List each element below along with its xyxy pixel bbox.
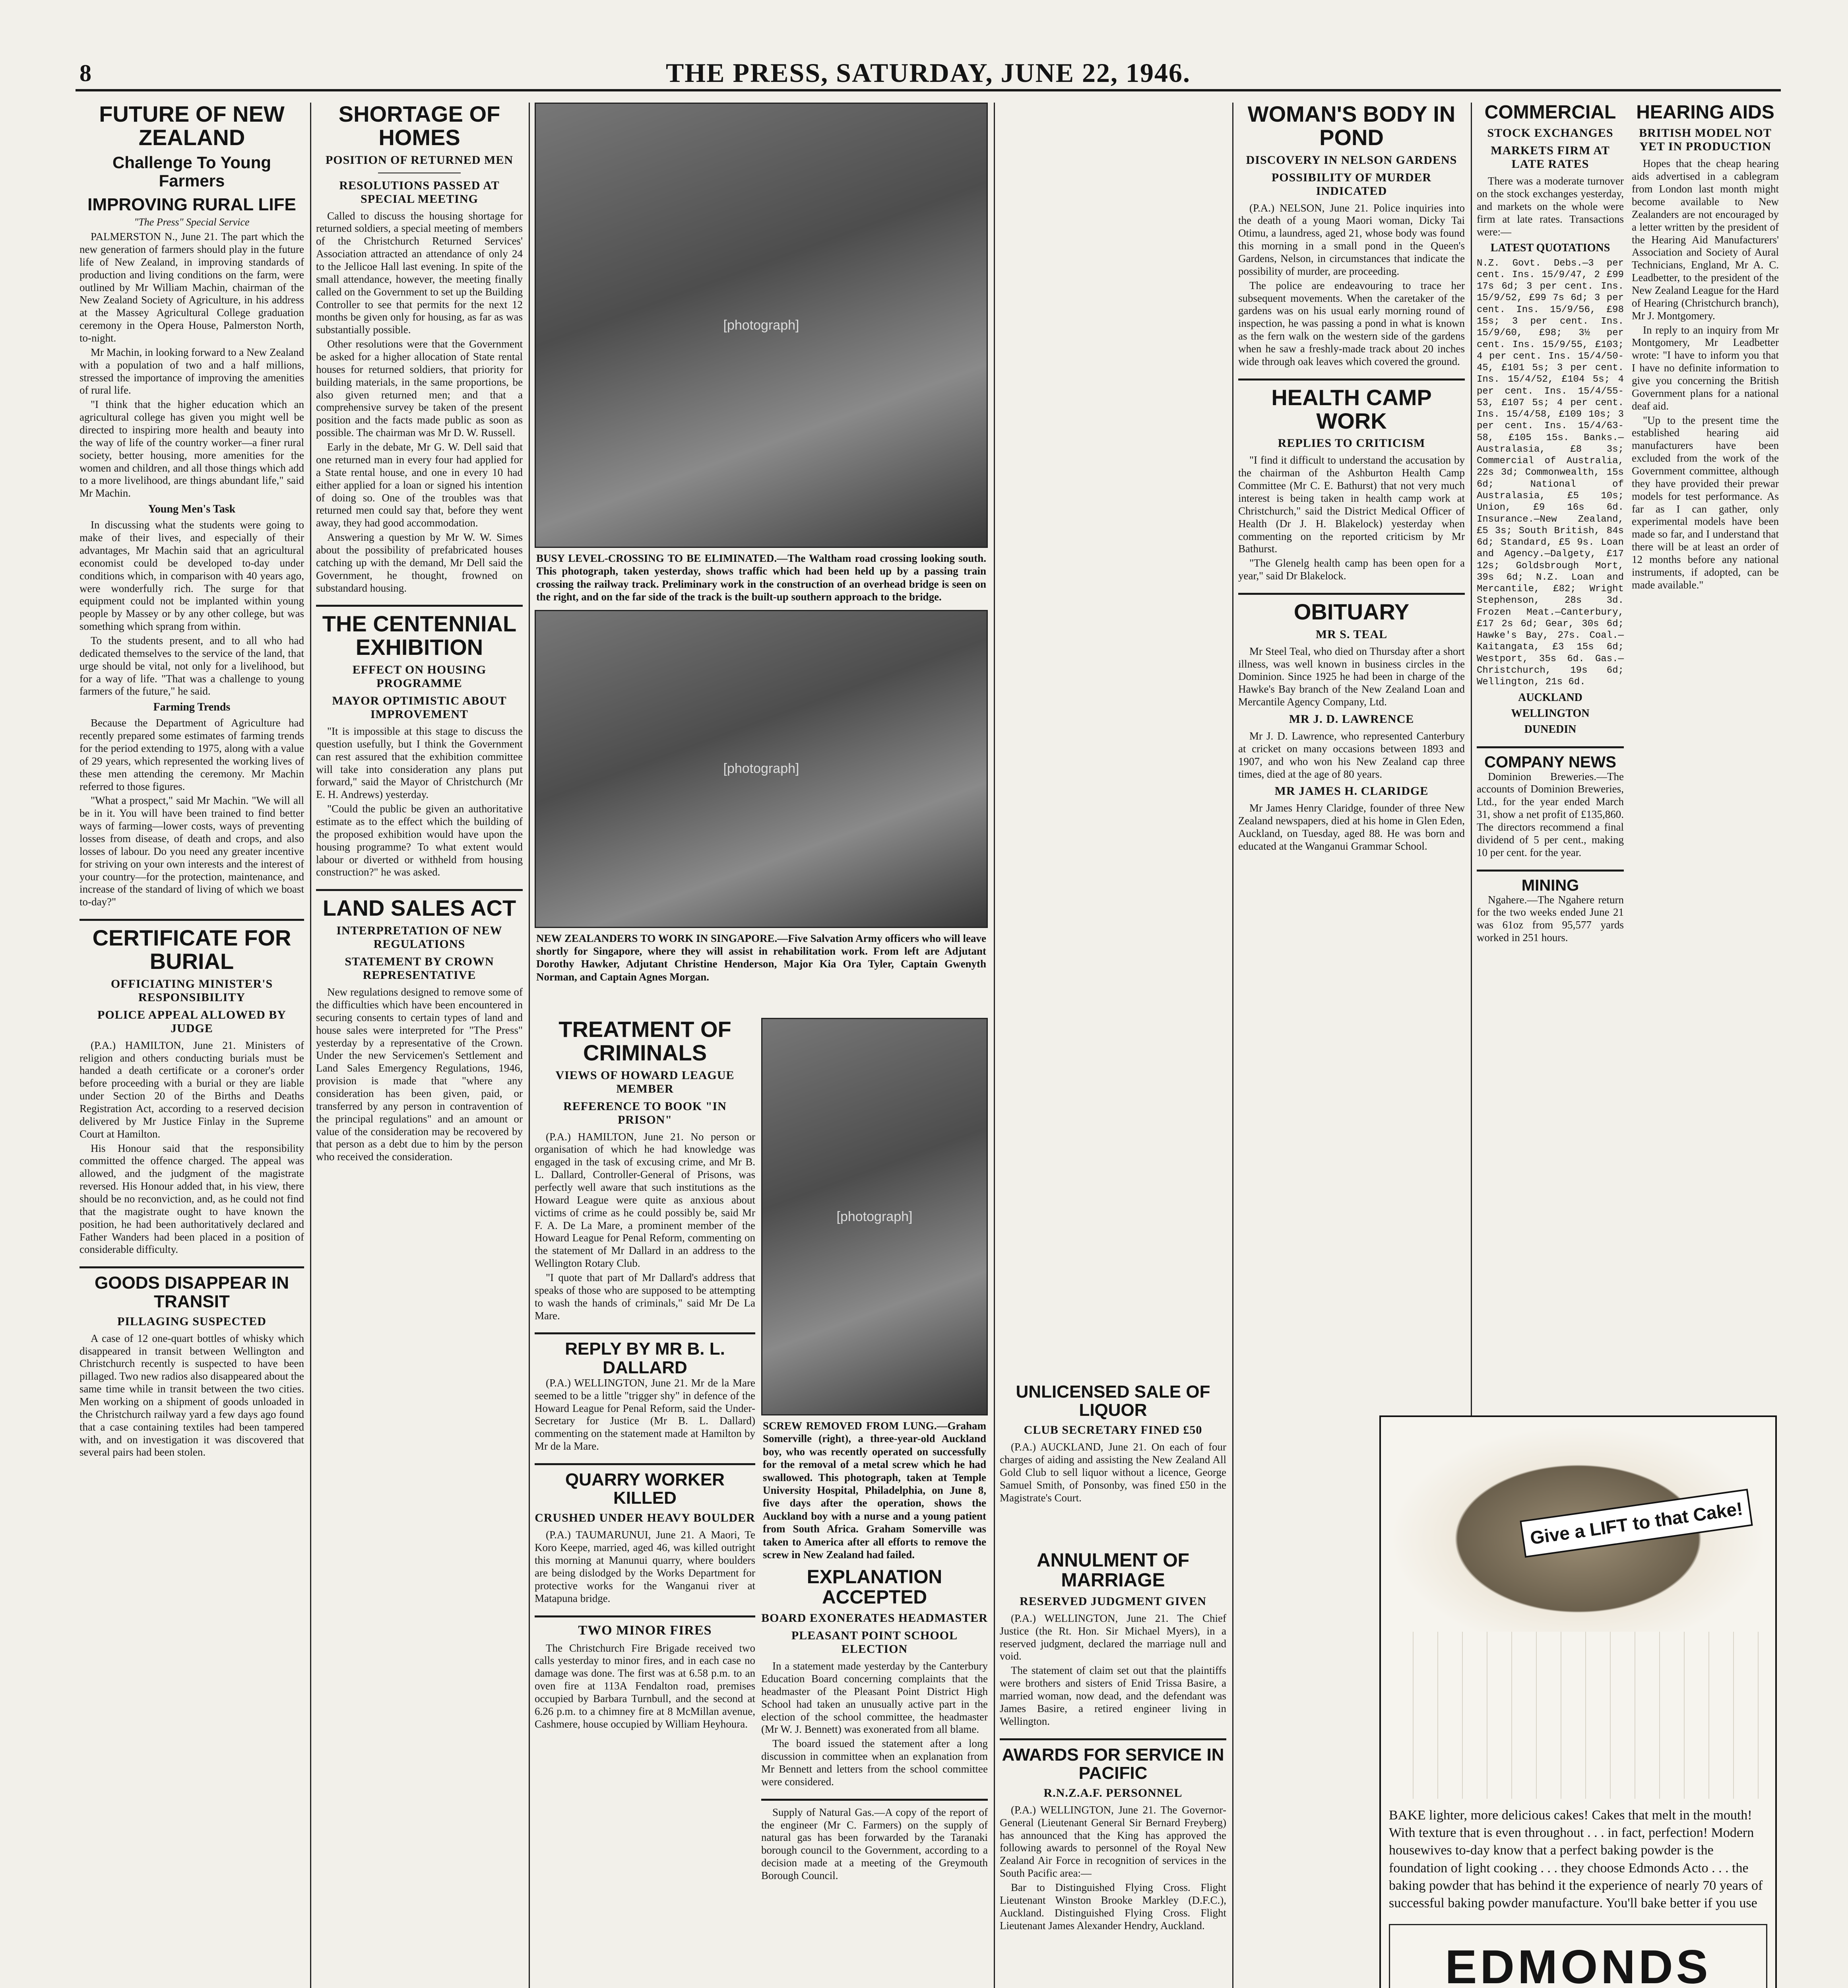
- headline: COMPANY NEWS: [1484, 753, 1616, 771]
- section-heading: Farming Trends: [153, 701, 231, 714]
- paragraph: There was a moderate turnover on the stock exchanges yesterday, and markets on the whole were firm at late rates. Transactions were:—: [1477, 175, 1624, 238]
- divider: [535, 1463, 755, 1465]
- paragraph: The statement of claim set out that the plaintiffs were brothers and sisters of Enid Trissa Basire, a married woman, now dead, and the defendant was James Basire, a retired engineer living in Wellington.: [1000, 1664, 1226, 1727]
- paragraph: (P.A.) WELLINGTON, June 21. The Governor-General (Lieutenant General Sir Bernard Freyberg) has announced that the King has approved the following awards to personnel of the Royal New Zealand Air Force in recognition of services in the South Pacific area:—: [1000, 1804, 1226, 1879]
- section-heading: LATEST QUOTATIONS: [1490, 241, 1610, 254]
- paragraph: Mr James Henry Claridge, founder of three New Zealand newspapers, died at his home in Glen Eden, Auckland, on Tuesday, aged 88. He was born and educated at the Wanganui Grammar School.: [1238, 802, 1465, 852]
- headline: TWO MINOR FIRES: [578, 1623, 712, 1638]
- paragraph: Other resolutions were that the Government be asked for a higher allocation of State rental houses for returned soldiers, that priority for building materials, in the same proportions, be also given returned men; and that a comprehensive survey be taken of the present position and the facts made public as soon as possible. The chairman was Mr D. W. Russell.: [316, 338, 523, 439]
- dancing-figures-illustration: [1389, 1632, 1767, 1799]
- cake-illustration: [1389, 1425, 1767, 1632]
- column-3-left: [535, 1018, 755, 1988]
- subheadline: STATEMENT BY CROWN REPRESENTATIVE: [345, 955, 494, 982]
- subheadline: POLICE APPEAL ALLOWED BY JUDGE: [97, 1008, 286, 1035]
- paragraph: Answering a question by Mr W. W. Simes about the possibility of prefabricated houses catching up with the demand, Mr Dell said the Government, he thought, frowned on substandard housing.: [316, 531, 523, 594]
- note-natural-gas: Supply of Natural Gas.—A copy of the report of the engineer (Mr C. Farmers) on the supply of natural gas has been forwarded by the Taranaki borough council to the Government, according to a decision made at a meeting of the Greymouth Borough Council.: [761, 1806, 988, 1881]
- headline: COMMERCIAL: [1484, 103, 1616, 123]
- article-health-camp-work: [1238, 386, 1465, 582]
- paragraph: (P.A.) AUCKLAND, June 21. On each of four charges of aiding and assisting the New Zealand All Gold Club to sell liquor without a licence, George Samuel Smith, of Ponsonby, was fined £50 in the Magistrate's Court.: [1000, 1441, 1226, 1504]
- headline: AWARDS FOR SERVICE IN PACIFIC: [1002, 1745, 1224, 1783]
- kicker: REPLIES TO CRITICISM: [1278, 437, 1425, 450]
- ad-slogan: Give a LIFT to that Cake!: [1520, 1489, 1753, 1558]
- headline: HEALTH CAMP WORK: [1271, 384, 1432, 433]
- photo-caption: NEW ZEALANDERS TO WORK IN SINGAPORE.—Five Salvation Army officers who will leave shortly for Singapore, where they will assist in rehabilitation work. From left are Adjutant Dorothy Hawker, Adjutant Christine Henderson, Major Kia Ora Tyler, Captain Gwenyth Norman, and Captain Agnes Morgan.: [536, 932, 986, 983]
- photo-screw-removed: [761, 1018, 988, 1415]
- headline: EXPLANATION ACCEPTED: [807, 1567, 942, 1608]
- article-annulment-of-marriage: [1000, 1551, 1226, 1728]
- article-womans-body-in-pond: [1238, 103, 1465, 368]
- paragraph: Dominion Breweries.—The accounts of Dominion Breweries, Ltd., for the year ended March 31, show a net profit of £135,860. The directors recommend a final dividend of 5 per cent., making 10 per cent. for the year.: [1477, 770, 1624, 858]
- article-centennial-exhibition: [316, 612, 523, 879]
- section-heading: WELLINGTON: [1511, 707, 1590, 720]
- headline: THE CENTENNIAL EXHIBITION: [322, 611, 517, 660]
- paragraph: "I quote that part of Mr Dallard's address that speaks of those who are supposed to be attempting to wash the hands of criminals," said Mr De La Mare.: [535, 1272, 755, 1322]
- photo-label: [photograph]: [836, 1209, 913, 1224]
- column-rule: [310, 103, 311, 1988]
- divider: [316, 605, 523, 607]
- ad-brand: EDMONDS: [1445, 1940, 1711, 1988]
- paragraph: Mr Machin, in looking forward to a New Zealand with a population of two and a half millions, stressed the importance of improving the amenities of rural life.: [80, 346, 304, 396]
- column-rule: [529, 103, 530, 1988]
- section-heading: AUCKLAND: [1518, 691, 1582, 704]
- photo-caption: SCREW REMOVED FROM LUNG.—Graham Somerville (right), a three-year-old Auckland boy, who was recently operated on successfully for the removal of a metal screw which he had swallowed. This photograph, taken at Temple University Hospital, Philadelphia, on June 8, five days after the operation, shows the Auckland boy with a nurse and a young patient from South Africa. Graham Somerville was taken to America after all efforts to remove the screw in New Zealand had failed.: [763, 1420, 986, 1561]
- divider: [1238, 379, 1465, 381]
- column-rule: [994, 103, 995, 1988]
- paragraph: "The Glenelg health camp has been open for a year," said Dr Blakelock.: [1238, 557, 1465, 582]
- paragraph: The board issued the statement after a long discussion in committee when an explanation from Mr Bennett and letters from the school committee were considered.: [761, 1738, 988, 1788]
- paragraph: To the students present, and to all who had dedicated themselves to the service of the land, that urge should be vital, not only for a livelihood, but for a way of life. "That was a challenge to young farmers of the future," he said.: [80, 634, 304, 697]
- paragraph: Mr J. D. Lawrence, who represented Canterbury at cricket on many occasions between 1893 and 1907, and who won his New Zealand cap three times, died at the age of 80 years.: [1238, 730, 1465, 780]
- paragraph: The Christchurch Fire Brigade received two calls yesterday to minor fires, and in each case no damage was done. The first was at 6.58 p.m. to an oven fire at 113A Fendalton road, premises occupied by Barbara Turnbull, and the second at 6.26 p.m. to a chimney fire at 8 McMillan avenue, Cashmere, house occupied by William Heyhoura.: [535, 1642, 755, 1730]
- paragraph: (P.A.) TAUMARUNUI, June 21. A Maori, Te Koro Keepe, married, aged 46, was killed outright this morning at Manunui quarry, where boulders are being dislodged by the Works Department for protective works for the Wanganui river at Matapuna bridge.: [535, 1529, 755, 1604]
- headline: SHORTAGE OF HOMES: [338, 103, 500, 150]
- headline: OBITUARY: [1293, 599, 1410, 624]
- article-explanation-accepted: [761, 1567, 988, 1788]
- paragraph: (P.A.) HAMILTON, June 21. Ministers of religion and others conducting burials must be handed a death certificate or a coroner's order before proceeding with a burial or they are liable under Section 20 of the Births and Deaths Registration Act, according to a reserved decision delivered by Mr Justice Finlay in the Supreme Court at Hamilton.: [80, 1039, 304, 1140]
- paragraph: "Could the public be given an authoritative estimate as to the effect which the building of the proposed exhibition would have upon the housing programme? To what extent would labour or diverted or withheld from housing construction?" he was asked.: [316, 803, 523, 878]
- photo-salvation-army-officers: [535, 610, 988, 928]
- divider: [316, 889, 523, 891]
- column-5-lower-left: [1000, 1551, 1226, 1988]
- paragraph: His Honour said that the responsibility committed the offence charged. The appeal was allowed, and the judgment of the magistrate reversed. His Honour added that, in his view, there should be no reconviction, and, as he could not find that the magistrate ought to have known the position, he had been authoritatively declared and Father Wanders had been placed in a position of considerable difficulty.: [80, 1142, 304, 1256]
- paragraph: Because the Department of Agriculture had recently prepared some estimates of farming trends for the period extending to 1975, along with a value of 29 years, which represented the working lives of these men attending the ceremony. Mr Machin referred to those figures.: [80, 717, 304, 792]
- kicker: INTERPRETATION OF NEW REGULATIONS: [336, 924, 502, 951]
- paragraph: In a statement made yesterday by the Canterbury Education Board concerning complaints that the headmaster of the Pleasant Point District High School had taken an unusually active part in the election of the school committee, the headmaster (Mr W. J. Bennett) was exonerated from all blame.: [761, 1660, 988, 1736]
- paragraph: "I think that the higher education which an agricultural college has given you might well be directed to inspiring more health and beauty into the way of life of the country worker—a finer rural society, better housing, more amenities for the women and children, and all those things which add to a more livelihood, are things abundant life," said Mr Machin.: [80, 398, 304, 499]
- divider: [80, 919, 304, 921]
- ad-body: BAKE lighter, more delicious cakes! Cakes that melt in the mouth! With texture that is even throughout . . . in fact, perfection! Modern housewives to-day know that a perfect baking powder is the foundation of light cooking . . . they choose Edmonds Acto . . . the baking powder that has behind it the experience of nearly 70 years of successful baking powder manufacture. You'll bake better if you use: [1389, 1808, 1763, 1910]
- column-4: [761, 1018, 988, 1988]
- paragraph: "I find it difficult to understand the accusation by the chairman of the Ashburton Health Camp Committee (Mr C. E. Bathurst) that not very much interest is being taken in health camp work at Christchurch," said the District Medical Officer of Health (Dr J. H. Blakelock) yesterday when commenting on the reported criticism by Mr Bathurst.: [1238, 454, 1465, 555]
- kicker: BOARD EXONERATES HEADMASTER: [761, 1611, 988, 1625]
- kicker: POSITION OF RETURNED MEN: [325, 153, 514, 167]
- paragraph: Mr Steel Teal, who died on Thursday after a short illness, was well known in business circles in the Dominion. Since 1925 he had been in charge of the Hawke's Bay branch of the New Zealand Loan and Mercantile Agency Company, Ltd.: [1238, 645, 1465, 708]
- divider: [761, 1799, 988, 1801]
- divider: [1477, 870, 1624, 872]
- paragraph: "It is impossible at this stage to discuss the question usefully, but I think the Government can rest assured that the exhibition committee will take into consideration any plans put forward," said the Mayor of Christchurch (Mr E. H. Andrews) yesterday.: [316, 725, 523, 801]
- edmonds-advertisement: [1379, 1415, 1777, 1988]
- section-heading: DUNEDIN: [1524, 723, 1577, 736]
- kicker: STOCK EXCHANGES: [1487, 126, 1613, 140]
- kicker: CRUSHED UNDER HEAVY BOULDER: [535, 1511, 755, 1525]
- obituary-name: MR S. TEAL: [1315, 627, 1388, 641]
- headline: ANNULMENT OF MARRIAGE: [1037, 1551, 1189, 1591]
- article-awards-for-service: [1000, 1746, 1226, 1932]
- headline: QUARRY WORKER KILLED: [565, 1470, 725, 1508]
- headline: UNLICENSED SALE OF LIQUOR: [1016, 1382, 1210, 1420]
- column-6-7-top: [1477, 103, 1779, 1399]
- kicker: OFFICIATING MINISTER'S RESPONSIBILITY: [111, 977, 273, 1004]
- photo-label: [photograph]: [723, 761, 799, 777]
- headline: TREATMENT OF CRIMINALS: [558, 1018, 731, 1065]
- subheadline: POSSIBILITY OF MURDER INDICATED: [1271, 171, 1432, 198]
- headline: FUTURE OF NEW ZEALAND: [99, 103, 285, 150]
- headline: HEARING AIDS: [1636, 103, 1774, 123]
- subheadline: RESOLUTIONS PASSED AT SPECIAL MEETING: [339, 179, 500, 206]
- subheadline: Challenge To Young Farmers: [112, 153, 271, 190]
- section-heading: Young Men's Task: [148, 503, 236, 516]
- photo-label: [photograph]: [723, 317, 799, 333]
- column-2: [316, 103, 523, 1988]
- byline: "The Press" Special Service: [134, 216, 250, 228]
- photo-level-crossing: [535, 103, 988, 548]
- paragraph: In reply to an inquiry from Mr Montgomery, Mr Leadbetter wrote: "I have to inform you that I have no definite information to give you concerning the British Government plans for a national deaf aid.: [1632, 324, 1779, 412]
- paragraph: (P.A.) NELSON, June 21. Police inquiries into the death of a young Maori woman, Dicky Tai Otimu, a laundress, aged 21, whose body was found this morning in a small pond in the Queen's Gardens, Nelson, in circumstances that indicate the possibility of murder, are proceeding.: [1238, 202, 1465, 277]
- column-rule: [1232, 103, 1233, 1988]
- paragraph: Hopes that the cheap hearing aids advertised in a cablegram from London last month might become available to New Zealanders are not encouraged by a letter written by the president of the Hearing Aid Manufacturers' Association and Society of Aural Technicians, England, Mr A. C. Leadbetter, to the president of the New Zealand League for the Hard of Hearing (Christchurch branch), Mr J. Montgomery.: [1632, 157, 1779, 322]
- article-shortage-of-homes: [316, 103, 523, 594]
- article-treatment-of-criminals: [535, 1018, 755, 1322]
- divider: [535, 1615, 755, 1617]
- kicker: EFFECT ON HOUSING PROGRAMME: [352, 663, 487, 690]
- paragraph: Ngahere.—The Ngahere return for the two weeks ended June 21 was 61oz from 95,577 yards worked in 251 hours.: [1477, 893, 1624, 944]
- masthead-title: THE PRESS, SATURDAY, JUNE 22, 1946.: [665, 58, 1191, 88]
- ad-brand-box: [1389, 1924, 1767, 1988]
- article-obituary: [1238, 600, 1465, 853]
- paragraph: (P.A.) WELLINGTON, June 21. Mr de la Mare seemed to be a little "trigger shy" in defence of the Howard League for Penal Reform, said the Under-Secretary for Justice (Mr B. L. Dallard) commenting on the statement made at Hamilton by Mr de la Mare.: [535, 1376, 755, 1452]
- divider: [1238, 593, 1465, 595]
- divider: [1477, 746, 1624, 748]
- subheadline: MARKETS FIRM AT LATE RATES: [1491, 144, 1610, 171]
- photo-caption: BUSY LEVEL-CROSSING TO BE ELIMINATED.—The Waltham road crossing looking south. This photograph, taken yesterday, shows traffic which had been held up by a passing train crossing the railway track. Preliminary work in the construction of an overhead bridge is seen on the right, and on the far side of the track is the built-up southern approach to the bridge.: [536, 552, 986, 603]
- article-land-sales-act: [316, 897, 523, 1163]
- article-future-of-new-zealand: [80, 103, 304, 909]
- subheadline: PLEASANT POINT SCHOOL ELECTION: [791, 1629, 958, 1656]
- article-quarry-worker-killed: [535, 1471, 755, 1605]
- paragraph: "What a prospect," said Mr Machin. "We will all be in it. You will have been trained to find better ways of farming—lower costs, ways of preventing losses from disease, of death and crops, and also losses of labour. Do you need any greater incentive for striving on your own interests and the interest of your country—for the protection, maintenance, and increase of the standard of living of which we boast to-day?": [80, 794, 304, 908]
- paragraph: A case of 12 one-quart bottles of whisky which disappeared in transit between Wellington and Christchurch recently is suspected to have been pillaged. Two new radios also disappeared about the same time while in transit between the two cities. Men working on a shipment of goods unloaded in the Christchurch railway yard a few days ago found that a case containing textiles had been tampered with, and on investigation it was discovered that several pairs had been stolen.: [80, 1332, 304, 1458]
- paragraph: New regulations designed to remove some of the difficulties which have been encountered in securing consents to certain types of land and house sales were interpreted for "The Press" yesterday by a representative of the Crown. Under the new Servicemen's Settlement and Land Sales Emergency Regulations, 1946, provision is made that "where any consideration has been given, paid, or transferred by any person in contravention of the principal regulations" and an amount or value of the consideration may be recovered by that person as a debt due to him by the person who received the consideration.: [316, 986, 523, 1163]
- column-commercial-wrap: [1000, 103, 1226, 1526]
- paragraph: PALMERSTON N., June 21. The part which the new generation of farmers should play in the future life of New Zealand, in improving standards of production and living conditions on the farm, were outlined by Mr William Machin, chairman of the New Zealand Society of Agriculture, in his address at the Massey Agricultural College graduation ceremony in the Opera House, Palmerston North, to-night.: [80, 231, 304, 344]
- page-number: 8: [80, 60, 91, 86]
- obituary-name: MR J. D. LAWRENCE: [1289, 712, 1414, 726]
- article-goods-disappear: [80, 1274, 304, 1459]
- column-1: [80, 103, 304, 1988]
- paragraph: The police are endeavouring to trace her subsequent movements. When the caretaker of the gardens was on his usual early morning round of inspection, he was passing a pond in what is known as the fern walk on the western side of the gardens when he saw a freshly-made track about 20 inches wide through oak leaves which covered the ground.: [1238, 279, 1465, 367]
- paragraph: Bar to Distinguished Flying Cross. Flight Lieutenant Winston Brooke Markley (D.F.C.), Auckland. Distinguished Flying Cross. Flight Lieutenant James Alexander Hendry, Auckland.: [1000, 1881, 1226, 1932]
- kicker: BRITISH MODEL NOT YET IN PRODUCTION: [1639, 126, 1772, 153]
- paragraph: (P.A.) HAMILTON, June 21. No person or organisation of which he had knowledge was engaged in the task of excusing crime, and Mr B. L. Dallard, Controller-General of Prisons, was perfectly well aware that such institutions as the Howard League were quite as anxious about victims of crime as he could possibly be, said Mr F. A. De La Mare, a prominent member of the Howard League for Penal Reform, commenting on the statement of Mr Dallard in an address to the Wellington Rotary Club.: [535, 1130, 755, 1270]
- divider: [80, 1266, 304, 1268]
- paragraph: Early in the debate, Mr G. W. Dell said that one returned man in every four had applied for a State rental house, and one in every 10 had either applied for a loan or signed his intention of doing so. One of the troubles was that returned men could say that, before they went away, they had good accommodation.: [316, 441, 523, 529]
- obituary-name: MR JAMES H. CLARIDGE: [1274, 784, 1429, 798]
- headline: MINING: [1521, 876, 1579, 894]
- kicker: VIEWS OF HOWARD LEAGUE MEMBER: [555, 1068, 735, 1095]
- kicker: R.N.Z.A.F. PERSONNEL: [1043, 1786, 1183, 1800]
- quotations: N.Z. Govt. Debs.—3 per cent. Ins. 15/9/47, 2 £99 17s 6d; 3 per cent. Ins. 15/9/52, £99 7s 6d; 3 per cent. Ins. 15/9/56, £98 15s; 3 per cent. Ins. 15/9/60, £98; 3½ per cent. Ins. 15/9/55, £103; 4 per cent. Ins. 15/4/50-45, £101 5s; 3 per cent. Ins. 15/4/52, £104 5s; 4 per cent. Ins. 15/4/55-53, £107 5s; 4 per cent. Ins. 15/4/58, £109 10s; 3 per cent. Ins. 15/4/63-58, £105 15s. Banks.—Australasia, £8 3s; Commercial of Australia, 22s 3d; Commonwealth, 15s 6d; National of Australasia, £5 10s; Union, £9 16s 6d. Insurance.—New Zealand, £5 3s; South British, 84s 6d; Standard, £5 9s. Loan and Agency.—Dalgety, £17 12s; Goldsbrough Mort, 39s 6d; N.Z. Loan and Mercantile, £82; Wright Stephenson, 28s 3d. Frozen Meat.—Canterbury, £17 2s 6d; Gear, 30s 6d; Hawke's Bay, 27s. Coal.—Kaitangata, £3 15s 6d; Westport, 35s 6d. Gas.—Christchurch, 19s 6d; Wellington, 21s 6d.: [1477, 258, 1624, 688]
- paragraph: (P.A.) WELLINGTON, June 21. The Chief Justice (the Rt. Hon. Sir Michael Myers), in a reserved judgment, declared the marriage null and void.: [1000, 1612, 1226, 1662]
- headline: LAND SALES ACT: [322, 895, 516, 921]
- subheadline: REFERENCE TO BOOK "IN PRISON": [563, 1099, 727, 1126]
- headline: WOMAN'S BODY IN POND: [1247, 103, 1456, 150]
- headline: REPLY BY MR B. L. DALLARD: [565, 1339, 725, 1377]
- kicker: IMPROVING RURAL LIFE: [87, 194, 296, 214]
- divider: [535, 1332, 755, 1334]
- article-commercial: [1477, 103, 1624, 946]
- article-reply-by-dallard: [535, 1340, 755, 1453]
- kicker: CLUB SECRETARY FINED £50: [1024, 1423, 1202, 1437]
- paragraph: In discussing what the students were going to make of their lives, and especially of their advantages, Mr Machin said that an agricultural economist could be developed to-day under conditions which, in comparison with 40 years ago, were wonderfully rich. The surge for that equipment could not be implanted within young people by Massey or by any other college, but was something which sprang from within.: [80, 519, 304, 633]
- subheadline: MAYOR OPTIMISTIC ABOUT IMPROVEMENT: [332, 694, 507, 721]
- divider: [1000, 1738, 1226, 1740]
- article-certificate-for-burial: [80, 926, 304, 1256]
- kicker: PILLAGING SUSPECTED: [117, 1314, 266, 1328]
- headline: GOODS DISAPPEAR IN TRANSIT: [95, 1273, 289, 1311]
- article-two-minor-fires: [535, 1623, 755, 1731]
- headline: CERTIFICATE FOR BURIAL: [92, 925, 291, 974]
- kicker: DISCOVERY IN NELSON GARDENS: [1246, 153, 1457, 167]
- masthead: [76, 60, 1781, 91]
- article-hearing-aids: [1632, 103, 1779, 593]
- paragraph: "Up to the present time the established hearing aid manufacturers have been excluded from the work of the Government committee, although they have provided their prewar models for test performance. As far as I can gather, only experimental models have been made so far, and I understand that there will be at least an order of 12 months before any national instruments, if adopted, can be made available.": [1632, 414, 1779, 591]
- kicker: RESERVED JUDGMENT GIVEN: [1020, 1594, 1206, 1608]
- paragraph: Called to discuss the housing shortage for returned soldiers, a special meeting of members of the Christchurch Returned Services' Association attracted an attendance of only 24 to the Jellicoe Hall last evening. In spite of the small attendance, however, the meeting finally called on the Government to set up the Building Controller to see that permits for the next 12 months be given only for housing, as far as was substantially possible.: [316, 210, 523, 336]
